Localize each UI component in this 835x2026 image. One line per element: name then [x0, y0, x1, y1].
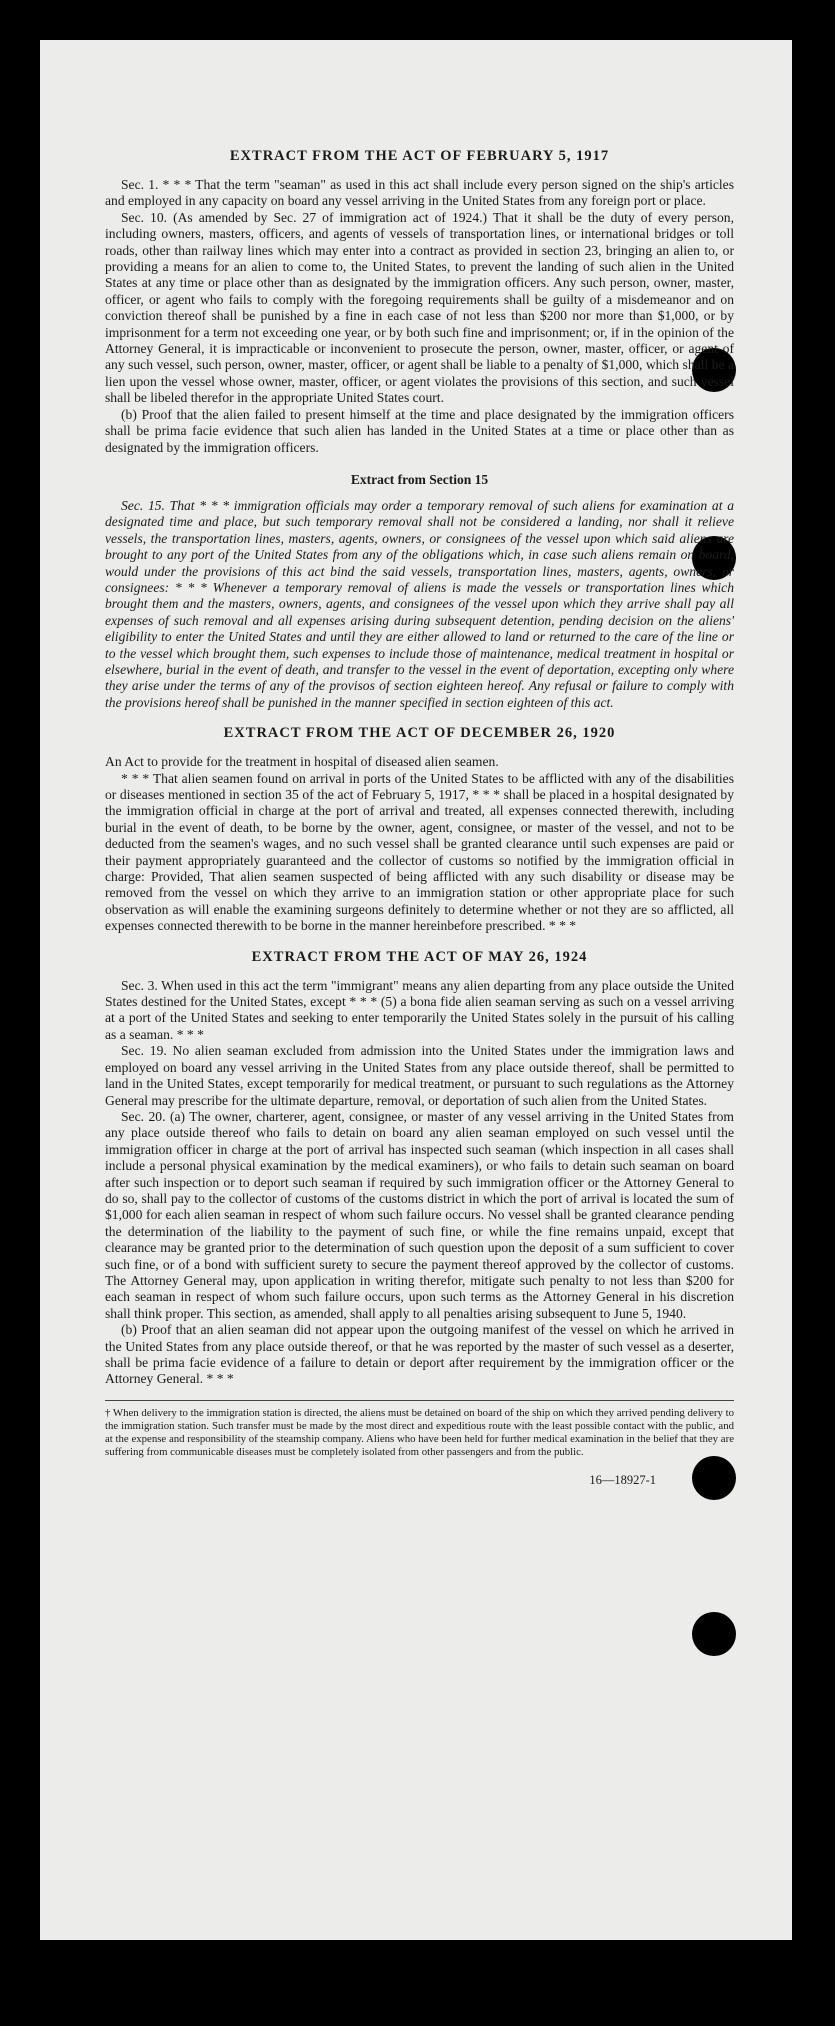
section-1: Sec. 1. * * * That the term "seaman" as used in this act shall include every person signed on the ship's articles and employed in any capacity on board any vessel arriving in the United States from any foreign port or place.	[105, 177, 734, 209]
section-19: Sec. 19. No alien seaman excluded from admission into the United States under the immigration laws and employed on board any vessel arriving in the United States from any place outside thereof, shall be permitted to land in the United States, except temporarily for medical treatment, or pursuant to such regulations as the Attorney General may prescribe for the ultimate departure, removal, or deportation of such alien from the United States.	[105, 1043, 734, 1108]
act-1920-title: An Act to provide for the treatment in hospital of diseased alien seamen.	[105, 754, 499, 770]
section-20: Sec. 20. (a) The owner, charterer, agent, consignee, or master of any vessel arriving in the United States from any place outside thereof who fails to detain on board any alien seaman employed on such vessel until the immigration officer in charge at the port of arrival has inspected such seaman (which inspection in all cases shall include a personal physical examination by the medical examiners), or who fails to detain such seaman on board after such inspection or to deport such seaman if required by such immigration officer or the Attorney General to do so, shall pay to the collector of customs of the customs district in which the port of arrival is located the sum of $1,000 for each alien seaman in respect of whom such failure occurs. No vessel shall be granted clearance pending the determination of the liability to the payment of such fine, or while the fine remains unpaid, except that clearance may be granted prior to the determination of such question upon the deposit of a sum sufficient to cover such fine, or of a bond with sufficient surety to secure the payment thereof approved by the collector of customs. The Attorney General may, upon application in writing therefor, mitigate such penalty to not less than $200 for each seaman in respect of whom such failure occurs, upon such terms as the Attorney General in his discretion shall think proper. This section, as amended, shall apply to all penalties arising subsequent to June 5, 1940.	[105, 1108, 734, 1321]
section-10-b: (b) Proof that the alien failed to present himself at the time and place designated by the immigration officers shall be prima facie evidence that such alien has landed in the United States at a time or place other than as designated by the immigration officers.	[105, 406, 734, 455]
heading-act-1924: EXTRACT FROM THE ACT OF MAY 26, 1924	[251, 948, 588, 965]
heading-section-15: Extract from Section 15	[350, 471, 489, 487]
section-15: Sec. 15. That * * * immigration officials may order a temporary removal of such aliens for examination at a designated time and place, but such temporary removal shall not be considered a landing, nor shall it relieve vessels, the transportation lines, masters, agents, owners, or consignees of the vessel upon which said aliens are brought to any port of the United States from any of the obligations which, in case such aliens remain on board, would under the provisions of this act bind the said vessels, transportation lines, masters, agents, owners, or consignees: * * * Whenever a temporary removal of aliens is made the vessels or transportation lines which brought them and the masters, owners, agents, and consignees of the vessel upon which they arrive shall pay all expenses of such removal and all expenses arising during subsequent detention, pending decision on the aliens' eligibility to enter the United States and until they are either allowed to land or returned to the care of the line or to the vessel which brought them, such expenses to include those of maintenance, medical treatment in hospital or elsewhere, burial in the event of death, and transfer to the vessel in the event of deportation, excepting only where they arise under the terms of any of the provisos of section eighteen hereof. Any refusal or failure to comply with the provisions hereof shall be punished in the manner specified in section eighteen of this act.	[105, 497, 734, 710]
section-20-b: (b) Proof that an alien seaman did not appear upon the outgoing manifest of the vessel on which he arrived in the United States from any place outside thereof, or that he was reported by the master of such vessel as a deserter, shall be prima facie evidence of a failure to detain or deport after requirement by the immigration officer or the Attorney General. * * *	[105, 1322, 734, 1387]
form-number: 16—18927-1	[589, 1472, 656, 1487]
document-page	[40, 40, 792, 1940]
footnote: † When delivery to the immigration station is directed, the aliens must be detained on board of the ship on which they arrived pending delivery to the immigration station. Such transfer must be made by the most direct and expeditious route with the least possible contact with the public, and at the expense and responsibility of the steamship company. Aliens who have been held for further medical examination in the belief that they are suffering from communicable diseases must be completely isolated from other passengers and from the public.	[105, 1406, 734, 1458]
punch-hole	[692, 1612, 736, 1656]
section-10: Sec. 10. (As amended by Sec. 27 of immigration act of 1924.) That it shall be the duty of every person, including owners, masters, officers, and agents of vessels of transportation lines, or international bridges or toll roads, other than railway lines which may enter into a contract as provided in section 23, bringing an alien to, or providing a means for an alien to come to, the United States, to prevent the landing of such alien in the United States at any time or place other than as designated by the immigration officers. Any such person, owner, master, officer, or agent who fails to comply with the foregoing requirements shall be guilty of a misdemeanor and on conviction thereof shall be punished by a fine in each case of not less than $200 nor more than $1,000, or by imprisonment for a term not exceeding one year, or by both such fine and imprisonment; or, if in the opinion of the Attorney General, it is impracticable or inconvenient to prosecute the person, owner, master, officer, or agent of any such vessel, such person, owner, master, officer, or agent shall be liable to a penalty of $1,000, which shall be a lien upon the vessel whose owner, master, officer, or agent violates the provisions of this section, and such vessel shall be libeled therefor in the appropriate United States court.	[105, 209, 734, 406]
footnote-divider	[105, 1400, 734, 1401]
heading-act-1920: EXTRACT FROM THE ACT OF DECEMBER 26, 1920	[223, 725, 616, 742]
section-3: Sec. 3. When used in this act the term "immigrant" means any alien departing from any place outside the United States destined for the United States, except * * * (5) a bona fide alien seaman serving as such on a vessel arriving at a port of the United States and seeking to enter temporarily the United States solely in the pursuit of his calling as a seaman. * * *	[105, 977, 734, 1042]
document-body	[105, 148, 734, 1488]
heading-act-1917: EXTRACT FROM THE ACT OF FEBRUARY 5, 1917	[229, 148, 610, 164]
act-1920-body: * * * That alien seamen found on arrival in ports of the United States to be afflicted with any of the disabilities or diseases mentioned in section 35 of the act of February 5, 1917, * * * shall be placed in a hospital designated by the immigration official in charge at the port of arrival and treated, all expenses connected therewith, including burial in the event of death, to be borne by the owner, agent, consignee, or master of the vessel, and not to be deducted from the seamen's wages, and no such vessel shall be granted clearance until such expenses are paid or their payment appropriately guaranteed and the collector of customs so notified by the immigration official in charge: Provided, That alien seamen suspected of being afflicted with any such disability or disease may be removed from the vessel on which they arrive to an immigration station or other appropriate place for such observation as will enable the examining surgeons definitely to determine whether or not they are so afflicted, all expenses connected therewith to be borne in the manner hereinbefore prescribed. * * *	[105, 770, 734, 934]
